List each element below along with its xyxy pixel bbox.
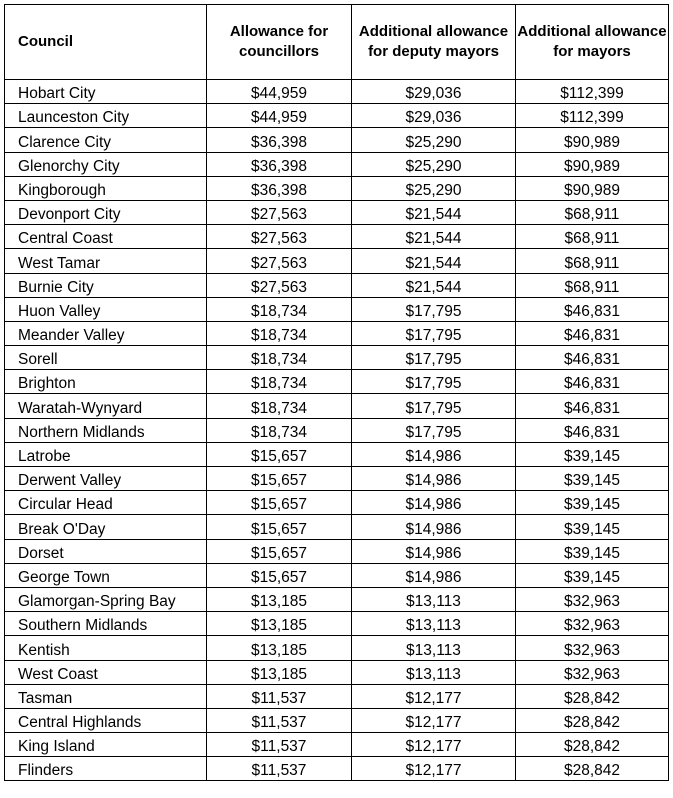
councillor-allowance-cell xyxy=(207,321,352,345)
deputy-mayor-allowance: $14,986 xyxy=(405,448,462,465)
council-name-cell xyxy=(5,733,207,757)
councillor-allowance-cell xyxy=(207,80,352,104)
mayor-allowance: $112,399 xyxy=(560,85,624,103)
council-name: Sorell xyxy=(18,351,58,369)
table-row xyxy=(5,636,669,660)
council-name-cell xyxy=(5,128,207,152)
council-name: Huon Valley xyxy=(18,302,101,320)
council-name: Hobart City xyxy=(18,85,96,103)
council-name: Derwent Valley xyxy=(18,472,122,490)
mayor-allowance-cell xyxy=(516,587,669,611)
council-name-cell xyxy=(5,612,207,636)
mayor-allowance-cell xyxy=(516,684,669,708)
deputy-mayor-allowance: $25,290 xyxy=(405,181,462,199)
mayor-allowance-cell xyxy=(516,346,669,370)
council-name: Glenorchy City xyxy=(18,157,120,175)
councillor-allowance-cell xyxy=(207,128,352,152)
councillor-allowance-cell xyxy=(207,733,352,757)
deputy-mayor-allowance-cell xyxy=(352,660,516,684)
mayor-allowance: $28,842 xyxy=(563,762,621,780)
council-name-cell xyxy=(5,176,207,200)
mayor-allowance-cell xyxy=(516,80,669,104)
deputy-mayor-allowance: $25,290 xyxy=(405,133,462,151)
councillor-allowance: $44,959 xyxy=(250,85,308,103)
mayor-allowance-cell xyxy=(516,128,669,152)
mayor-allowance: $32,963 xyxy=(563,617,621,635)
councillor-allowance-cell xyxy=(207,394,352,418)
table-row xyxy=(5,200,669,224)
mayor-allowance: $46,831 xyxy=(563,423,621,441)
deputy-mayor-allowance: $21,544 xyxy=(405,230,462,248)
mayor-allowance: $68,911 xyxy=(564,278,620,296)
council-name-cell xyxy=(5,418,207,442)
deputy-mayor-allowance-cell xyxy=(352,80,516,104)
councillor-allowance-cell xyxy=(207,346,352,370)
councillor-allowance-cell xyxy=(207,200,352,224)
table-row xyxy=(5,587,669,611)
council-name-cell xyxy=(5,394,207,418)
council-name-cell xyxy=(5,442,207,466)
table-row xyxy=(5,104,669,128)
deputy-mayor-allowance-cell xyxy=(352,467,516,491)
council-name: Brighton xyxy=(18,375,76,393)
council-name: West Tamar xyxy=(18,254,101,272)
councillor-allowance: $11,537 xyxy=(251,738,307,756)
deputy-mayor-allowance-cell xyxy=(352,394,516,418)
council-name-cell xyxy=(5,660,207,684)
councillor-allowance: $15,657 xyxy=(250,448,308,465)
deputy-mayor-allowance-cell xyxy=(352,249,516,273)
deputy-mayor-allowance: $14,986 xyxy=(405,472,462,490)
councillor-allowance: $18,734 xyxy=(250,302,308,320)
councillor-allowance-cell xyxy=(207,104,352,128)
mayor-allowance: $46,831 xyxy=(563,327,621,345)
council-name-cell xyxy=(5,152,207,176)
councillor-allowance: $27,563 xyxy=(250,230,308,248)
mayor-allowance: $46,831 xyxy=(563,351,621,369)
mayor-allowance-cell xyxy=(516,660,669,684)
deputy-mayor-allowance: $21,544 xyxy=(405,206,462,224)
deputy-mayor-allowance-cell xyxy=(352,297,516,321)
councillor-allowance: $11,537 xyxy=(251,762,307,780)
councillor-allowance-cell xyxy=(207,225,352,249)
councillor-allowance: $36,398 xyxy=(250,157,308,175)
mayor-allowance: $68,911 xyxy=(564,254,620,272)
table-row xyxy=(5,467,669,491)
councillor-allowance: $13,185 xyxy=(250,593,308,611)
councillor-allowance-cell xyxy=(207,297,352,321)
deputy-mayor-allowance-cell xyxy=(352,346,516,370)
council-name-cell xyxy=(5,297,207,321)
deputy-mayor-allowance-cell xyxy=(352,370,516,394)
councillor-allowance-cell xyxy=(207,515,352,539)
deputy-mayor-allowance: $14,986 xyxy=(405,496,462,514)
deputy-mayor-allowance-cell xyxy=(352,587,516,611)
councillor-allowance-cell xyxy=(207,660,352,684)
council-name-cell xyxy=(5,80,207,104)
council-name: Tasman xyxy=(18,689,73,707)
deputy-mayor-allowance-cell xyxy=(352,321,516,345)
mayor-allowance-cell xyxy=(516,491,669,515)
mayor-allowance-cell xyxy=(516,708,669,732)
deputy-mayor-allowance: $17,795 xyxy=(405,375,462,393)
council-name: Latrobe xyxy=(18,448,71,465)
councillor-allowance-cell xyxy=(207,273,352,297)
mayor-allowance-cell xyxy=(516,757,669,781)
deputy-mayor-allowance-cell xyxy=(352,757,516,781)
mayor-allowance-cell xyxy=(516,225,669,249)
councillor-allowance: $11,537 xyxy=(251,714,307,732)
mayor-allowance-cell xyxy=(516,297,669,321)
deputy-mayor-allowance: $21,544 xyxy=(405,278,462,296)
mayor-allowance: $28,842 xyxy=(563,738,621,756)
mayor-allowance-cell xyxy=(516,418,669,442)
council-name: Waratah-Wynyard xyxy=(18,399,143,417)
mayor-allowance-cell xyxy=(516,563,669,587)
deputy-mayor-allowance: $12,177 xyxy=(405,738,462,756)
councillor-allowance: $27,563 xyxy=(250,278,308,296)
deputy-mayor-allowance-cell xyxy=(352,176,516,200)
deputy-mayor-allowance: $17,795 xyxy=(405,423,462,441)
council-name: West Coast xyxy=(18,665,98,683)
council-name-cell xyxy=(5,249,207,273)
mayor-allowance-cell xyxy=(516,636,669,660)
council-name: Central Coast xyxy=(18,230,113,248)
table-row xyxy=(5,660,669,684)
council-name-cell xyxy=(5,684,207,708)
council-name-cell xyxy=(5,273,207,297)
table-row xyxy=(5,515,669,539)
table-row xyxy=(5,733,669,757)
deputy-mayor-allowance: $13,113 xyxy=(406,617,461,635)
table-row xyxy=(5,176,669,200)
councillor-allowance-cell xyxy=(207,467,352,491)
council-name-cell xyxy=(5,539,207,563)
table-row xyxy=(5,297,669,321)
mayor-allowance-cell xyxy=(516,321,669,345)
deputy-mayor-allowance: $13,113 xyxy=(406,593,461,611)
council-name-cell xyxy=(5,757,207,781)
councillor-allowance: $18,734 xyxy=(250,351,308,369)
councillor-allowance: $15,657 xyxy=(250,544,308,562)
header-councillors: Allowance for councillors xyxy=(207,5,352,80)
deputy-mayor-allowance-cell xyxy=(352,128,516,152)
deputy-mayor-allowance-cell xyxy=(352,200,516,224)
mayor-allowance-cell xyxy=(516,200,669,224)
mayor-allowance-cell xyxy=(516,515,669,539)
councillor-allowance-cell xyxy=(207,370,352,394)
mayor-allowance-cell xyxy=(516,249,669,273)
deputy-mayor-allowance: $12,177 xyxy=(405,714,462,732)
mayor-allowance: $39,145 xyxy=(563,568,621,586)
table-row xyxy=(5,152,669,176)
mayor-allowance-cell xyxy=(516,104,669,128)
deputy-mayor-allowance: $25,290 xyxy=(405,157,462,175)
table-row xyxy=(5,321,669,345)
councillor-allowance: $11,537 xyxy=(251,689,307,707)
mayor-allowance-cell xyxy=(516,176,669,200)
deputy-mayor-allowance-cell xyxy=(352,539,516,563)
council-name-cell xyxy=(5,467,207,491)
mayor-allowance-cell xyxy=(516,394,669,418)
deputy-mayor-allowance-cell xyxy=(352,104,516,128)
deputy-mayor-allowance-cell xyxy=(352,273,516,297)
council-name-cell xyxy=(5,321,207,345)
councillor-allowance: $15,657 xyxy=(250,496,308,514)
deputy-mayor-allowance-cell xyxy=(352,152,516,176)
councillor-allowance-cell xyxy=(207,539,352,563)
councillor-allowance-cell xyxy=(207,612,352,636)
deputy-mayor-allowance: $13,113 xyxy=(406,641,461,659)
table-row xyxy=(5,563,669,587)
councillor-allowance-cell xyxy=(207,563,352,587)
deputy-mayor-allowance: $17,795 xyxy=(405,302,462,320)
councillor-allowance-cell xyxy=(207,176,352,200)
mayor-allowance-cell xyxy=(516,370,669,394)
council-name-cell xyxy=(5,636,207,660)
table-row xyxy=(5,249,669,273)
mayor-allowance-cell xyxy=(516,152,669,176)
council-name-cell xyxy=(5,200,207,224)
mayor-allowance: $39,145 xyxy=(563,496,621,514)
mayor-allowance: $90,989 xyxy=(563,133,621,151)
mayor-allowance: $39,145 xyxy=(563,472,621,490)
mayor-allowance: $32,963 xyxy=(563,593,621,611)
council-name: Northern Midlands xyxy=(18,423,145,441)
councillor-allowance: $27,563 xyxy=(250,254,308,272)
councillor-allowance: $27,563 xyxy=(250,206,308,224)
deputy-mayor-allowance: $17,795 xyxy=(405,327,462,345)
councillor-allowance-cell xyxy=(207,708,352,732)
deputy-mayor-allowance: $14,986 xyxy=(405,544,462,562)
allowance-table xyxy=(4,4,669,781)
council-name: Kingborough xyxy=(18,181,106,199)
councillor-allowance: $13,185 xyxy=(250,665,308,683)
mayor-allowance: $68,911 xyxy=(564,206,620,224)
council-name: Clarence City xyxy=(18,133,112,151)
deputy-mayor-allowance-cell xyxy=(352,225,516,249)
table-row xyxy=(5,225,669,249)
councillor-allowance-cell xyxy=(207,587,352,611)
councillor-allowance-cell xyxy=(207,491,352,515)
mayor-allowance-cell xyxy=(516,273,669,297)
deputy-mayor-allowance: $14,986 xyxy=(405,520,462,538)
mayor-allowance-cell xyxy=(516,612,669,636)
mayor-allowance: $39,145 xyxy=(563,520,621,538)
council-name: Burnie City xyxy=(18,278,94,296)
council-name-cell xyxy=(5,563,207,587)
council-name-cell xyxy=(5,225,207,249)
table-row xyxy=(5,273,669,297)
deputy-mayor-allowance: $29,036 xyxy=(405,109,462,127)
deputy-mayor-allowance: $14,986 xyxy=(405,568,462,586)
council-name-cell xyxy=(5,587,207,611)
deputy-mayor-allowance-cell xyxy=(352,418,516,442)
council-name: Circular Head xyxy=(18,496,113,514)
councillor-allowance-cell xyxy=(207,442,352,466)
table-row xyxy=(5,612,669,636)
table-row xyxy=(5,491,669,515)
council-name-cell xyxy=(5,346,207,370)
councillor-allowance-cell xyxy=(207,249,352,273)
mayor-allowance: $46,831 xyxy=(563,375,621,393)
council-name: Kentish xyxy=(18,641,70,659)
table-row xyxy=(5,539,669,563)
mayor-allowance: $90,989 xyxy=(563,181,621,199)
table-row xyxy=(5,128,669,152)
council-name: Southern Midlands xyxy=(18,617,148,635)
mayor-allowance: $28,842 xyxy=(563,714,621,732)
mayor-allowance-cell xyxy=(516,733,669,757)
deputy-mayor-allowance: $13,113 xyxy=(406,665,461,683)
councillor-allowance: $36,398 xyxy=(250,181,308,199)
deputy-mayor-allowance: $17,795 xyxy=(405,399,462,417)
header-row xyxy=(5,5,669,80)
deputy-mayor-allowance: $17,795 xyxy=(405,351,462,369)
mayor-allowance: $112,399 xyxy=(560,109,624,127)
deputy-mayor-allowance: $29,036 xyxy=(405,85,462,103)
councillor-allowance-cell xyxy=(207,636,352,660)
councillor-allowance: $44,959 xyxy=(250,109,308,127)
councillor-allowance: $15,657 xyxy=(250,472,308,490)
table-row xyxy=(5,80,669,104)
table-row xyxy=(5,684,669,708)
header-mayors: Additional allowance for mayors xyxy=(516,5,669,80)
council-name-cell xyxy=(5,370,207,394)
mayor-allowance-cell xyxy=(516,539,669,563)
council-name: Dorset xyxy=(18,544,64,562)
deputy-mayor-allowance-cell xyxy=(352,442,516,466)
deputy-mayor-allowance: $12,177 xyxy=(405,689,462,707)
council-name: Central Highlands xyxy=(18,714,142,732)
councillor-allowance-cell xyxy=(207,418,352,442)
council-name: Meander Valley xyxy=(18,327,125,345)
mayor-allowance: $32,963 xyxy=(563,665,621,683)
mayor-allowance: $90,989 xyxy=(563,157,621,175)
deputy-mayor-allowance: $12,177 xyxy=(405,762,462,780)
council-name: Break O'Day xyxy=(18,520,106,538)
table-row xyxy=(5,708,669,732)
council-name: King Island xyxy=(18,738,95,756)
mayor-allowance: $32,963 xyxy=(563,641,621,659)
table-row xyxy=(5,346,669,370)
councillor-allowance: $15,657 xyxy=(250,568,308,586)
council-name: Devonport City xyxy=(18,206,121,224)
allowance-table-container xyxy=(4,4,669,781)
council-name: Flinders xyxy=(18,762,74,780)
councillor-allowance: $18,734 xyxy=(250,375,308,393)
table-row xyxy=(5,394,669,418)
header-council: Council xyxy=(5,5,207,80)
council-name: Glamorgan-Spring Bay xyxy=(18,593,176,611)
deputy-mayor-allowance-cell xyxy=(352,708,516,732)
councillor-allowance-cell xyxy=(207,152,352,176)
councillor-allowance: $18,734 xyxy=(250,327,308,345)
table-row xyxy=(5,442,669,466)
table-row xyxy=(5,370,669,394)
council-name: George Town xyxy=(18,568,110,586)
council-name: Launceston City xyxy=(18,109,130,127)
councillor-allowance: $13,185 xyxy=(250,641,308,659)
deputy-mayor-allowance: $21,544 xyxy=(405,254,462,272)
deputy-mayor-allowance-cell xyxy=(352,612,516,636)
councillor-allowance: $15,657 xyxy=(250,520,308,538)
deputy-mayor-allowance-cell xyxy=(352,515,516,539)
council-name-cell xyxy=(5,708,207,732)
mayor-allowance-cell xyxy=(516,442,669,466)
councillor-allowance: $36,398 xyxy=(250,133,308,151)
councillor-allowance-cell xyxy=(207,684,352,708)
header-deputy-mayors: Additional allowance for deputy mayors xyxy=(352,5,516,80)
table-row xyxy=(5,418,669,442)
deputy-mayor-allowance-cell xyxy=(352,563,516,587)
mayor-allowance: $39,145 xyxy=(563,448,621,465)
deputy-mayor-allowance-cell xyxy=(352,733,516,757)
council-name-cell xyxy=(5,515,207,539)
deputy-mayor-allowance-cell xyxy=(352,684,516,708)
councillor-allowance: $18,734 xyxy=(250,399,308,417)
mayor-allowance: $46,831 xyxy=(563,302,621,320)
table-row xyxy=(5,757,669,781)
table-header xyxy=(5,5,669,80)
mayor-allowance-cell xyxy=(516,467,669,491)
council-name-cell xyxy=(5,491,207,515)
council-name-cell xyxy=(5,104,207,128)
mayor-allowance: $46,831 xyxy=(563,399,621,417)
mayor-allowance: $68,911 xyxy=(564,230,620,248)
deputy-mayor-allowance-cell xyxy=(352,636,516,660)
mayor-allowance: $28,842 xyxy=(563,689,621,707)
table-body xyxy=(5,80,669,781)
councillor-allowance: $18,734 xyxy=(250,423,308,441)
councillor-allowance-cell xyxy=(207,757,352,781)
deputy-mayor-allowance-cell xyxy=(352,491,516,515)
mayor-allowance: $39,145 xyxy=(563,544,621,562)
councillor-allowance: $13,185 xyxy=(250,617,308,635)
